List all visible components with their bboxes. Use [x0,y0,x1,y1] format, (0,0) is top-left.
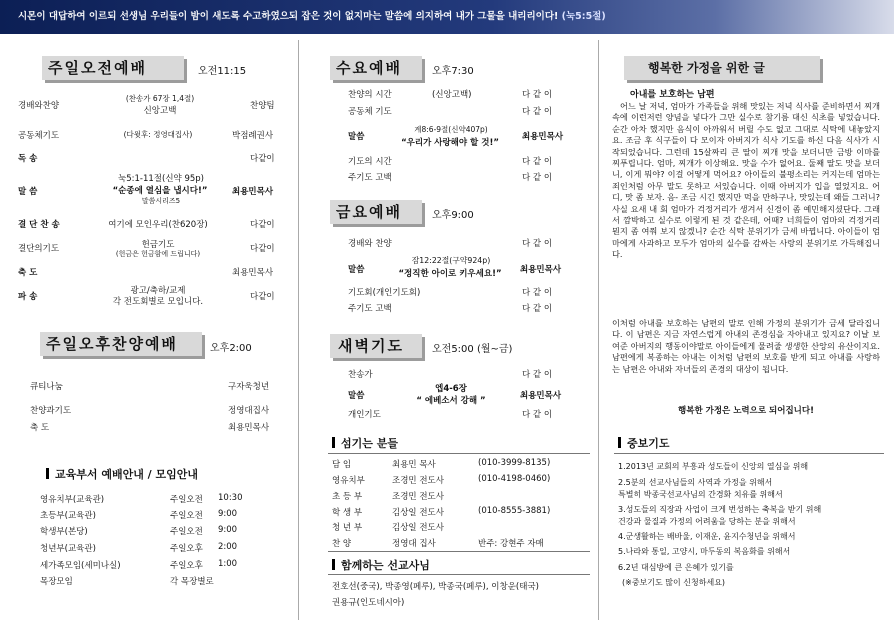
edu-day: 각 목장별로 [170,577,214,587]
order-detail: (다윗후: 정영대집사) [123,130,193,139]
column-divider [298,40,299,620]
order-label: 말 씀 [18,187,38,197]
edu-name: 초등부(교육관) [40,511,96,521]
edu-time: 10:30 [218,493,243,503]
order-leader: 다 같 이 [522,370,553,380]
order-leader: 찬양팀 [250,101,275,111]
edu-name: 청년부(교육관) [40,544,96,554]
server-role: 찬 양 [332,539,352,549]
order-leader: 다 같 이 [522,239,553,249]
server-phone: 반주: 강현주 자매 [478,539,544,549]
order-label: 경배와 찬양 [348,239,392,249]
dawn-title: 새벽기도 [338,337,404,355]
afternoon-service-header [40,332,202,356]
order-leader: 다 같 이 [522,90,553,100]
server-phone: (010-4198-0460) [478,474,551,484]
morning-title: 주일오전예배 [48,59,147,77]
server-role: 청 년 부 [332,523,363,533]
order-detail: (찬송가 67장 1,4절) [125,94,195,103]
sermon-title: “정직한 아이로 키우세요!” [398,269,502,279]
order-label: 결 단 찬 송 [18,220,60,230]
sermon-title: “ 에베소서 강해 ” [416,396,486,406]
edu-time: 2:00 [218,542,238,552]
family-title: 행복한 가정을 위한 글 [648,61,765,75]
order-label: 공동체 기도 [348,107,392,117]
order-leader: 정영대집사 [228,406,270,416]
afternoon-time: 오후2:00 [210,343,252,354]
prayer-note: (※중보기도 많이 신청하세요) [622,578,726,587]
order-label: 축 도 [18,268,38,278]
order-label: 주기도 고백 [348,304,392,314]
edu-time: 1:00 [218,559,238,569]
friday-time: 오후9:00 [432,210,474,221]
order-leader: 구자욱청년 [228,382,270,392]
edu-day: 주일오전 [170,527,203,537]
sermon-passage: 눅5:1-11절(신약 95p) [118,174,204,184]
order-leader: 다 같 이 [522,304,553,314]
order-detail-note: (헌금은 헌금함에 드립니다) [115,250,201,258]
order-leader: 최용민목사 [232,187,274,197]
family-paragraph: 이처럼 아내를 보호하는 남편의 말로 인해 가정의 분위기가 금세 달라집니다. 이 남편은 지금 자연스럽게 아내의 존경심을 자아내고 있지요? 이날 보여준 아버지의 행동이야말로 아이들에게 물려줄 생생한 산앙의 유산이지요. 남편에게 복종하는 아내는 이처럼 남편의 보호를 받게 되고 아내를 사랑하는 남편은 아내와 자녀들의 존경의 대상이 됩니다. [612,318,880,374]
server-role: 영유치부 [332,476,365,486]
order-label: 공동체기도 [18,131,60,141]
order-label: 경배와찬양 [18,101,60,111]
family-header [624,56,820,80]
order-label: 찬양의 시간 [348,90,392,100]
prayer-item: 1.2013년 교회의 부흥과 성도들이 신앙의 열심을 위해 [618,462,809,471]
order-leader: 최용민목사 [228,423,270,433]
prayer-item: 특별히 박종국선교사님의 간경화 치유를 위해서 [618,490,783,499]
section-marker [46,468,49,479]
edu-day: 주일오전 [170,495,203,505]
missionaries-line: 전호선(중국), 박종영(페루), 박종국(페루), 이창운(태국) [332,582,539,592]
order-leader: 최용민목사 [522,132,564,142]
prayer-item: 5.나라와 통일, 고양시, 마두동의 복음화를 위해서 [618,547,791,556]
order-label: 말씀 [348,265,365,275]
missionaries-line: 권용규(인도네시아) [332,598,405,608]
wednesday-service-header [330,56,422,80]
section-marker [332,559,335,570]
prayer-item: 3.성도들의 직장과 사업이 크게 번성하는 축복을 받기 위해 [618,505,822,514]
order-label: 결단의기도 [18,244,60,254]
sermon-title: “우리가 사랑해야 할 것!” [401,138,499,148]
order-detail: 헌금기도 [141,240,175,250]
wednesday-time: 오후7:30 [432,66,474,77]
order-label: 찬송가 [348,370,373,380]
family-subtitle: 아내를 보호하는 남편 [630,90,715,100]
column-divider [598,40,599,620]
prayer-item: 4.군생활하는 배바울, 이재운, 윤지수청년을 위해서 [618,532,796,541]
order-detail: 신앙고백 [143,106,177,116]
edu-name: 세가족모임(세미나실) [40,561,121,571]
server-role: 담 임 [332,460,352,470]
verse-text: 시몬이 대답하여 이르되 선생님 우리들이 밤이 새도록 수고하였으되 잡은 것이 없지마는 말씀에 의지하여 내가 그물을 내리리이다! [18,11,559,22]
order-leader: 다 같 이 [522,107,553,117]
verse-ref: (눅5:5절) [561,11,606,22]
order-leader: 다같이 [250,220,275,230]
servers-rule [328,453,590,454]
dawn-time: 오전5:00 (월~금) [432,344,513,355]
server-name: 조경민 전도사 [392,476,444,486]
order-detail: 각 전도회별로 모입니다. [112,297,204,307]
server-phone: (010-3999-8135) [478,458,551,468]
order-label: 말씀 [348,391,365,401]
friday-title: 금요예배 [336,203,402,221]
top-verse-banner [0,0,894,34]
order-label: 말씀 [348,132,365,142]
dawn-prayer-header [330,334,422,358]
order-leader: 다같이 [250,154,275,164]
order-leader: 다 같 이 [522,157,553,167]
edu-day: 주일오전 [170,511,203,521]
order-leader: 다 같 이 [522,410,553,420]
server-role: 학 생 부 [332,508,363,518]
server-phone: (010-8555-3881) [478,506,551,516]
family-closing: 행복한 가정은 노력으로 되어집니다! [678,406,814,416]
servers-rule [328,551,590,552]
order-detail: 여기에 모인우리(찬620장) [108,220,208,230]
sermon-title: “순종에 열심을 냅시다!” [112,186,208,196]
prayer-item: 6.2년 대심방에 큰 은혜가 있기를 [618,563,734,572]
missionaries-rule [328,574,590,575]
order-detail: 광고/축하/교제 [130,286,186,296]
server-role: 초 등 부 [332,492,363,502]
edu-name: 영유치부(교육관) [40,495,105,505]
prayer-item: 건강과 물질과 가정의 어려움을 당하는 분을 위해서 [618,517,796,526]
sermon-passage: 계8:6-9절(신약407p) [414,125,488,134]
sermon-series: 말씀시리즈5 [141,197,181,205]
edu-day: 주일오후 [170,561,203,571]
edu-name: 학생부(본당) [40,527,88,537]
order-label: 축 도 [30,423,50,433]
servers-section-title [332,435,398,451]
section-marker [618,437,621,448]
order-label: 파 송 [18,292,38,302]
edu-day: 주일오후 [170,544,203,554]
edu-time: 9:00 [218,525,238,535]
order-label: 찬양과기도 [30,406,72,416]
missionaries-title-text: 함께하는 선교사님 [341,559,430,572]
edu-name: 목장모임 [40,577,73,587]
edu-time: 9:00 [218,509,238,519]
order-leader: 다 같 이 [522,288,553,298]
prayer-item: 2.5분의 선교사님들의 사역과 가정을 위해서 [618,478,773,487]
friday-service-header [330,200,422,224]
order-leader: 박점례권사 [232,131,274,141]
order-label: 주기도 고백 [348,173,392,183]
server-name: 김상일 전도사 [392,523,444,533]
order-leader: 최용민목사 [520,265,562,275]
sermon-passage: 잠12:22절(구약924p) [411,256,491,265]
order-label: 기도의 시간 [348,157,392,167]
prayer-rule [614,453,884,454]
order-leader: 다같이 [250,292,275,302]
prayer-section-title [618,435,670,451]
family-paragraph: 어느 날 저녁, 엄마가 가족들을 위해 맛있는 저녁 식사를 준비하면서 찌개 속에 이런저런 양념을 넣다가 그만 실수로 참기름 대신 식초를 넣었습니다. 순간 아차 했지만 음식이 아까워서 버릴 수도 없고 그대로 식탁에 내놓았지요. 조금 후 식구들이 다 모이자 아버지가 식사 기도를 하신 다음 식사가 시작되었습니다. 그런데 15살짜리 큰 딸이 찌개 맛을 보더니만 금방 이마를 찌푸립니다. 엄마, 찌개가 이상해요. 맛을 수가 없어요. 둘째 딸도 맛을 보더니, 이게 뭐야? 이걸 어떻게 먹어요? 아이들의 불평소리는 커지는데 엄마는 죄인처럼 아무 말도 못하고 서있습니다. 이때 아버지가 입을 열었지요. 어디, 맛 좀 보자. 음- 조금 시긴 했지만 먹을 만하구나, 맛있는데 왜들 그러니? 사실 요새 내 회 엄마가 걱정거리가 생겨서 신경이 좀 예민해지셨단다. 그래서 깜박하고 실수로 이렇게 된 것 같은데, 어때? 너희들이 엄마의 걱정거리 뭔지 좀 여쭤 보지 않겠니? 순간 식탁 분위기가 금세 바뀝니다. 아이들이 엄마에게 사과하고 모두가 엄마의 실수를 감싸는 사랑의 분위기로 가득해집니다. [612,101,880,260]
edu-section-title [46,466,198,482]
order-label: 큐티나눔 [30,382,63,392]
afternoon-title: 주일오후찬양예배 [46,335,178,353]
server-name: 김상일 전도사 [392,508,444,518]
missionaries-section-title [332,557,430,573]
wednesday-title: 수요예배 [336,59,402,77]
morning-time: 오전11:15 [198,66,247,77]
edu-title-text: 교육부서 예배안내 / 모임안내 [55,468,199,481]
sermon-passage: 엡4-6장 [435,384,467,394]
order-label: 개인기도 [348,410,381,420]
server-name: 최용민 목사 [392,460,436,470]
order-detail: (신앙고백) [432,90,472,100]
servers-title-text: 섬기는 분들 [341,437,398,450]
order-leader: 최용민목사 [232,268,274,278]
section-marker [332,437,335,448]
morning-service-header [42,56,184,80]
prayer-title-text: 중보기도 [627,437,670,450]
server-name: 정영대 집사 [392,539,436,549]
order-leader: 다같이 [250,244,275,254]
order-label: 독 송 [18,154,38,164]
order-leader: 다 같 이 [522,173,553,183]
order-label: 기도회(개인기도회) [348,288,421,298]
order-leader: 최용민목사 [520,391,562,401]
server-name: 조경민 전도사 [392,492,444,502]
